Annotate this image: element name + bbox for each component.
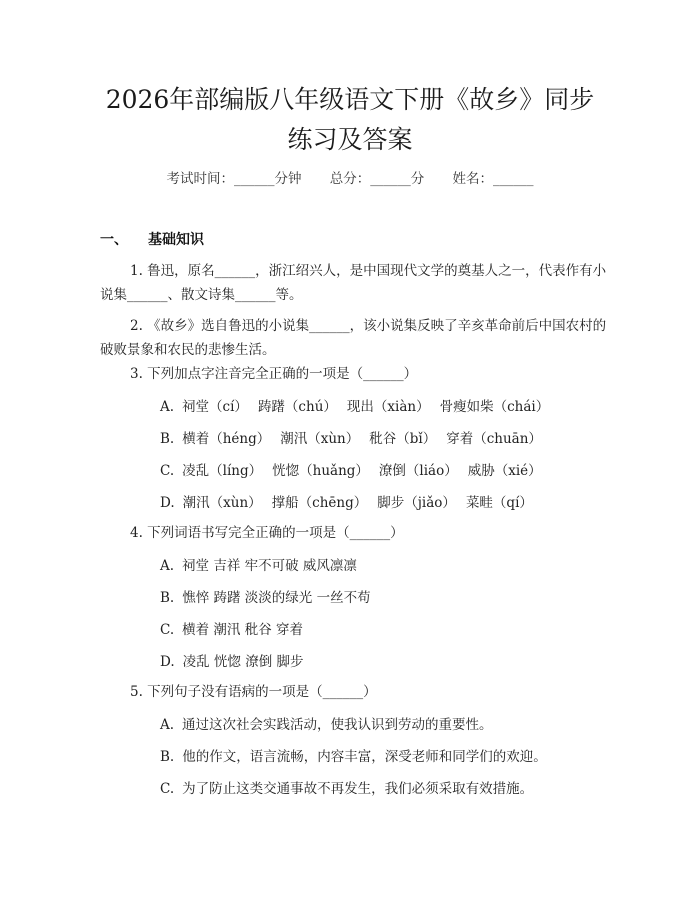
option-letter: D. <box>160 654 175 670</box>
option-letter: D. <box>160 495 175 511</box>
exam-meta <box>0 167 700 187</box>
option-letter: C. <box>160 463 175 479</box>
question-4-option-a <box>160 556 357 576</box>
option-word: 现出（xiàn） <box>346 399 430 415</box>
option-letter: A. <box>160 717 175 733</box>
question-2: 2. 《故乡》选自鲁迅的小说集______，该小说集反映了辛亥革命前后中国农村的破败景象和农民的悲惨生活。 <box>100 318 607 358</box>
option-word: 恍惚（huǎng） <box>272 463 369 479</box>
option-word: 踌躇（chú） <box>257 399 337 415</box>
option-letter: B. <box>160 431 175 447</box>
option-word: 脚步（jiǎo） <box>377 495 456 511</box>
section-title: 基础知识 <box>148 232 204 248</box>
option-text: 通过这次社会实践活动，使我认识到劳动的重要性。 <box>182 717 493 733</box>
option-text: 横着 潮汛 秕谷 穿着 <box>182 622 304 638</box>
option-word: 撑船（chēng） <box>271 495 368 511</box>
option-letter: A. <box>160 558 175 574</box>
question-5-option-b <box>160 747 547 767</box>
option-text: 凌乱 恍惚 潦倒 脚步 <box>182 654 304 670</box>
option-word: 横着（héng） <box>182 431 271 447</box>
document-title <box>60 80 640 160</box>
section-heading-1 <box>100 229 204 249</box>
option-word: 菜畦（qí） <box>465 495 533 511</box>
option-word: 秕谷（bǐ） <box>369 431 437 447</box>
exam-name: 姓名：______ <box>452 171 534 187</box>
option-letter: B. <box>160 749 175 765</box>
section-number: 一、 <box>100 232 128 248</box>
option-word: 骨瘦如柴（chái） <box>439 399 550 415</box>
exam-time: 考试时间：______分钟 <box>166 171 302 187</box>
question-4-stem: 4. 下列词语书写完全正确的一项是（______） <box>130 525 404 541</box>
question-4-option-c <box>160 620 303 640</box>
question-3-option-a <box>160 397 559 417</box>
option-word: 威胁（xié） <box>467 463 542 479</box>
question-5-option-a <box>160 715 493 735</box>
question-5-option-c <box>160 779 533 799</box>
option-word: 穿着（chuān） <box>446 431 542 447</box>
option-letter: C. <box>160 622 175 638</box>
option-text: 祠堂 吉祥 牢不可破 威风凛凛 <box>182 558 357 574</box>
option-text: 他的作文，语言流畅，内容丰富，深受老师和同学们的欢迎。 <box>182 749 547 765</box>
option-text: 为了防止这类交通事故不再发生，我们必须采取有效措施。 <box>182 781 534 797</box>
exam-score: 总分：______分 <box>329 171 425 187</box>
option-letter: C. <box>160 781 175 797</box>
option-text: 憔悴 踌躇 淡淡的绿光 一丝不苟 <box>182 590 371 606</box>
question-1: 1. 鲁迅，原名______，浙江绍兴人，是中国现代文学的奠基人之一，代表作有小说集______、散文诗集______等。 <box>100 263 607 303</box>
title-line-1: 2026年部编版八年级语文下册《故乡》同步 <box>105 85 595 114</box>
question-4-option-b <box>160 588 371 608</box>
option-letter: B. <box>160 590 175 606</box>
option-word: 潮汛（xùn） <box>280 431 360 447</box>
question-5-stem: 5. 下列句子没有语病的一项是（______） <box>130 684 377 700</box>
option-word: 潮汛（xùn） <box>182 495 262 511</box>
option-word: 潦倒（liáo） <box>378 463 458 479</box>
option-word: 凌乱（líng） <box>182 463 263 479</box>
title-line-2: 练习及答案 <box>287 125 413 154</box>
question-3-option-b <box>160 429 552 449</box>
question-3-option-c <box>160 461 552 481</box>
option-word: 祠堂（cí） <box>182 399 248 415</box>
question-3-stem: 3. 下列加点字注音完全正确的一项是（______） <box>130 366 418 382</box>
question-3-option-d <box>160 493 543 513</box>
question-4-option-d <box>160 652 304 672</box>
option-letter: A. <box>160 399 175 415</box>
